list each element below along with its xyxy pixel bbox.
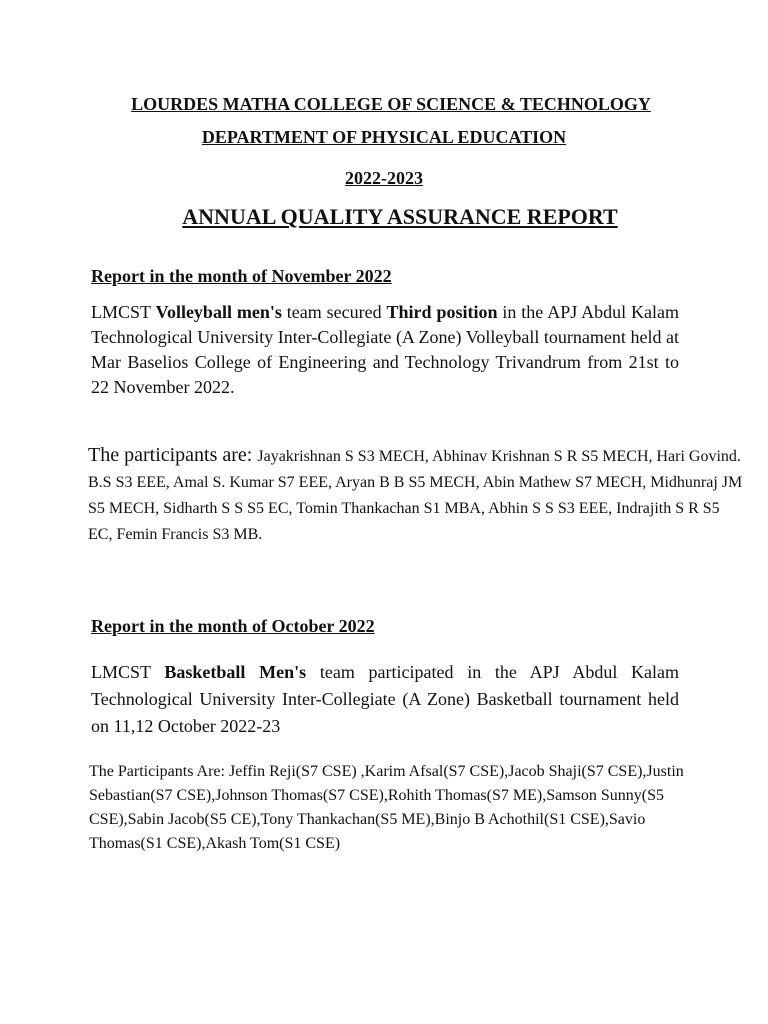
october-paragraph	[91, 659, 679, 740]
october-text-2: team participated in the APJ Abdul Kalam Technological University Inter-Collegiate (A Zone) Basketball tournament held on 11,12 October 2022-23	[91, 662, 680, 736]
november-participants	[88, 442, 748, 548]
november-participants-lead: The participants are:	[88, 444, 258, 466]
november-text-2: team secured	[281, 302, 387, 322]
november-text-3: in the APJ Abdul Kalam Technological University Inter-Collegiate (A Zone) Volleyball tournament held at Mar Baselios College of Engineering and Technology Trivandrum from 21st to 22 November 2022.	[91, 302, 680, 397]
october-text-1: LMCST	[91, 662, 165, 682]
october-heading: Report in the month of October 2022	[91, 616, 375, 636]
november-participants-list: Jayakrishnan S S3 MECH, Abhinav Krishnan S R S5 MECH, Hari Govind. B.S S3 EEE, Amal S. Kumar S7 EEE, Aryan B B S5 MECH, Abin Mathew S7 MECH, Midhunraj JM S5 MECH, Sidharth S S S5 EC, Tomin Thankachan S1 MBA, Abhin S S S3 EEE, Indrajith S R S5 EC, Femin Francis S3 MB.	[88, 448, 743, 543]
college-name: LOURDES MATHA COLLEGE OF SCIENCE & TECHNOLOGY	[131, 94, 651, 114]
report-title: ANNUAL QUALITY ASSURANCE REPORT	[182, 204, 618, 229]
october-participants: The Participants Are: Jeffin Reji(S7 CSE) ,Karim Afsal(S7 CSE),Jacob Shaji(S7 CSE),Justin Sebastian(S7 CSE),Johnson Thomas(S7 CSE),Rohith Thomas(S7 ME),Samson Sunny(S5 CSE),Sabin Jacob(S5 CE),Tony Thankachan(S5 ME),Binjo B Achothil(S1 CSE),Savio Thomas(S1 CSE),Akash Tom(S1 CSE)	[89, 763, 684, 852]
november-team: Volleyball men's	[155, 302, 282, 322]
academic-year: 2022-2023	[345, 168, 423, 188]
october-team: Basketball Men's	[164, 662, 307, 682]
november-text-1: LMCST	[91, 302, 156, 322]
november-position: Third position	[386, 302, 498, 322]
november-heading: Report in the month of November 2022	[91, 266, 392, 286]
november-paragraph	[91, 300, 679, 400]
department-name: DEPARTMENT OF PHYSICAL EDUCATION	[201, 127, 567, 147]
